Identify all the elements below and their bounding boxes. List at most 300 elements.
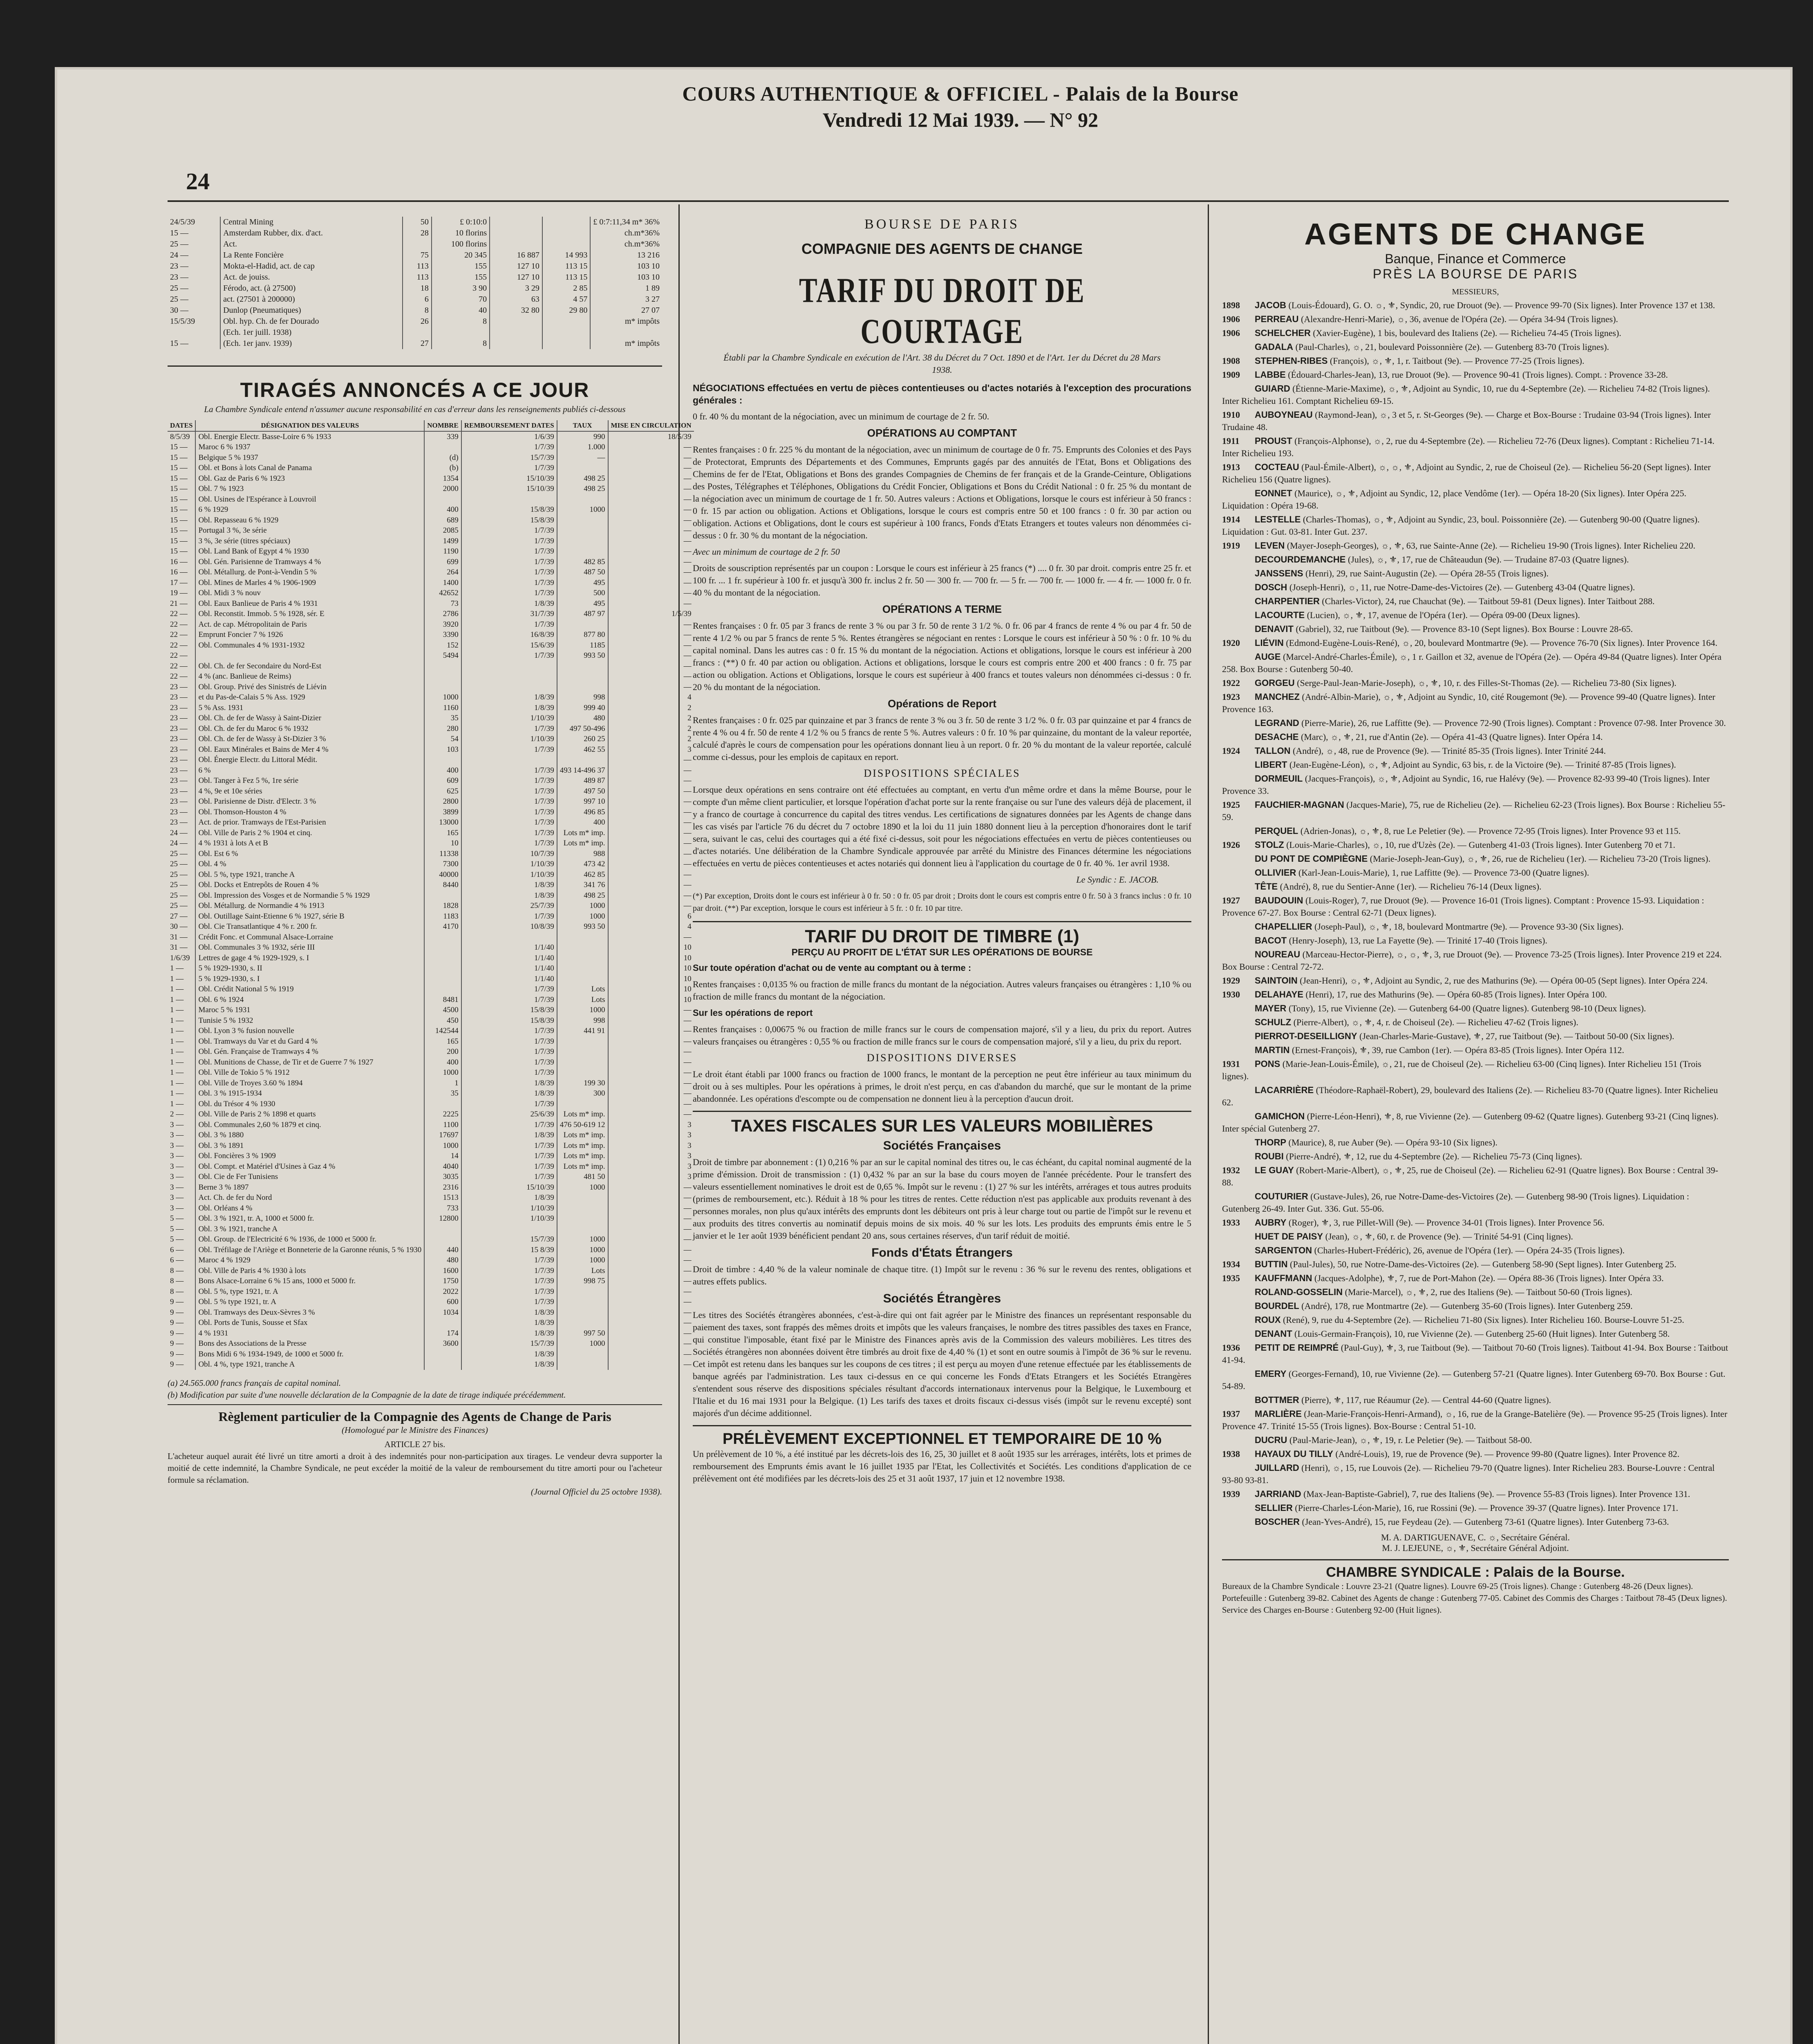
- agent-name: ROUBI: [1255, 1151, 1284, 1161]
- table-cell: 3 —: [170, 1120, 184, 1129]
- table-cell: —: [608, 1036, 694, 1047]
- agent-entry: [1222, 1488, 1729, 1500]
- table-cell: 2: [608, 713, 694, 724]
- table-cell: 103: [424, 744, 461, 755]
- table-cell: [557, 932, 608, 943]
- table-cell: 23 —: [170, 724, 188, 733]
- timbre-text1: Sur toute opération d'achat ou de vente au comptant ou à terme :: [693, 963, 971, 973]
- agent-entry: [1222, 839, 1729, 851]
- table-cell: Obl. du Trésor 4 % 1930: [195, 1099, 424, 1109]
- table-cell: 8: [432, 338, 490, 349]
- agent-name: SARGENTON: [1255, 1245, 1312, 1255]
- table-cell: 8440: [424, 880, 461, 890]
- table-cell: 8: [403, 305, 432, 316]
- table-cell: 113 15: [542, 272, 590, 283]
- agent-details: (Paul-Charles), ☼, 21, boulevard Poissonnière (2e). — Gutenberg 83-70 (Trois lignes).: [1295, 342, 1609, 352]
- agent-details: (Mayer-Joseph-Georges), ☼, ⚜, 63, rue Sainte-Anne (2e). — Richelieu 19-90 (Trois lignes). Inter Richelieu 220.: [1287, 540, 1696, 551]
- table-cell: 1/7/39: [461, 1036, 557, 1047]
- table-cell: 10/8/39: [461, 921, 557, 932]
- agent-entry: [1222, 554, 1729, 566]
- agent-details: (Georges-Fernand), 10, rue Vivienne (2e). — Gutenberg 57-21 (Quatre lignes). Inter Gutenberg 69-70. Box Bourse : Gut. 54-89.: [1222, 1369, 1726, 1391]
- agent-entry: [1222, 409, 1729, 433]
- table-row: [168, 1047, 694, 1057]
- table-row: [168, 775, 694, 786]
- agent-year: 1933: [1222, 1217, 1240, 1228]
- table-cell: Obl. Repasseau 6 % 1929: [195, 515, 424, 526]
- exception-notes: (*) Par exception, Droits dont le cours est inférieur à 0 fr. 50 : 0 fr. 05 par droit ; Droits dont le cours est compris entre 0 fr. 50 à 3 francs inclus : 0 fr. 10 par droit. (**) Par exception, lorsque le cours est inférieur à 5 fr. : 0 fr. 10 par titre.: [693, 892, 1191, 913]
- table-cell: 15 —: [170, 515, 188, 524]
- table-cell: 14: [424, 1151, 461, 1161]
- table-cell: 5 —: [170, 1224, 184, 1233]
- table-cell: 462 55: [557, 744, 608, 755]
- notes-rule: [168, 1401, 662, 1405]
- table-cell: 1000: [424, 1141, 461, 1151]
- agent-name: DESACHE: [1255, 732, 1299, 742]
- table-cell: 9 —: [170, 1360, 184, 1369]
- table-cell: Obl. Munitions de Chasse, de Tir et de Guerre 7 % 1927: [195, 1057, 424, 1068]
- terme-text: Rentes françaises : 0 fr. 05 par 3 francs de rente 3 % ou par 3 fr. 50 de rente 3 1/2 %. 0 fr. 06 par 4 francs de rente 4 % ou par 4 fr. 50 de rente 4 1/2 % ou par 5 francs de rente 5 %. Rentes étrangères se négociant en rentes : Lorsque le cours est inférieur à 50 % : 0 fr. 10 % du capital nominal. Dans les autres cas : 0 fr. 15 % du montant de la négociation. Actions et obligations, lorsque le cours est inférieur à 200 francs : (**) 0 fr. 40 par action ou obligation. Actions et obligations, lorsque le cours est compris entre 200 et 400 francs : 0 fr. 75 par action ou obligation. Actions et Obligations, lorsque le cours est supérieur à 400 francs et toutes valeurs non dénommées ci-dessus : 0 fr. 20 % du montant de la négociation.: [693, 621, 1191, 692]
- table-cell: —: [608, 765, 694, 776]
- table-cell: [542, 239, 590, 250]
- table-cell: 1750: [424, 1276, 461, 1286]
- agent-year: 1913: [1222, 462, 1240, 472]
- table-row: [168, 995, 694, 1005]
- table-cell: 3 —: [170, 1141, 184, 1150]
- table-cell: 42652: [424, 588, 461, 598]
- agent-entry: [1222, 1516, 1729, 1528]
- table-row: [168, 1182, 694, 1193]
- table-cell: 625: [424, 786, 461, 797]
- table-cell: 4040: [424, 1161, 461, 1172]
- table-cell: (Ech. 1er janv. 1939): [220, 338, 403, 349]
- table-cell: 29 80: [542, 305, 590, 316]
- chambre-rule: [1222, 1559, 1729, 1560]
- table-cell: Obl. Land Bank of Egypt 4 % 1930: [195, 546, 424, 557]
- table-cell: 1/8/39: [461, 1088, 557, 1099]
- table-cell: —: [608, 1328, 694, 1339]
- agent-year: 1926: [1222, 840, 1240, 850]
- table-cell: 2800: [424, 796, 461, 807]
- table-cell: —: [608, 1255, 694, 1266]
- table-cell: 9 —: [170, 1349, 184, 1358]
- secretary-adjoint: M. J. LEJEUNE, ☼, ⚜, Secrétaire Général Adjoint.: [1382, 1543, 1569, 1553]
- agent-entry: [1222, 299, 1729, 312]
- table-cell: —: [608, 828, 694, 838]
- table-cell: —: [608, 932, 694, 943]
- table-cell: 1000: [557, 1255, 608, 1266]
- table-cell: Obl. Métallurg. de Normandie 4 % 1913: [195, 901, 424, 911]
- agent-details: (Charles-Thomas), ☼, ⚜, Adjoint au Syndic, 23, boul. Poissonnière (2e). — Gutenberg 90-00 (Quatre lignes). Liquidation : Gut. 03-81. Inter Gut. 237.: [1222, 514, 1700, 537]
- table-cell: [461, 661, 557, 672]
- table-cell: 1190: [424, 546, 461, 557]
- agent-details: (Jean-Charles-Marie-Gustave), ⚜, 27, rue Taitbout (9e). — Taitbout 50-00 (Six lignes).: [1359, 1031, 1674, 1041]
- agent-details: (François), ☼, ⚜, 1, r. Taitbout (9e). — Provence 77-25 (Trois lignes).: [1330, 356, 1585, 366]
- table-cell: act. (27501 à 200000): [220, 294, 403, 305]
- table-cell: —: [608, 1047, 694, 1057]
- agent-details: (Jean-Henri), ☼, ⚜, Adjoint au Syndic, 2, rue des Mathurins (9e). — Opéra 00-05 (Sept lignes). Inter Opéra 224.: [1300, 975, 1708, 986]
- agent-entry: [1222, 935, 1729, 947]
- agent-name: LIÉVIN: [1255, 638, 1284, 648]
- table-cell: Obl. Tramways du Var et du Gard 4 %: [195, 1036, 424, 1047]
- agent-name: COCTEAU: [1255, 462, 1299, 472]
- agent-details: (Serge-Paul-Jean-Marie-Joseph), ☼, ⚜, 10, r. des Filles-St-Thomas (2e). — Richelieu 73-80 (Six lignes).: [1297, 678, 1676, 688]
- column-rule-right: [1208, 204, 1209, 2044]
- table-cell: 4: [608, 692, 694, 703]
- table-cell: 165: [424, 828, 461, 838]
- agent-year: 1906: [1222, 314, 1240, 324]
- table-cell: —: [608, 640, 694, 651]
- table-cell: 1/8/39: [461, 1349, 557, 1360]
- table-cell: 2 85: [542, 283, 590, 294]
- table-row: [168, 1078, 694, 1089]
- table-cell: 1/7/39: [461, 619, 557, 630]
- table-cell: [461, 682, 557, 693]
- agents-subtitle2: PRÈS LA BOURSE DE PARIS: [1372, 267, 1578, 281]
- table-cell: 23 —: [170, 787, 188, 796]
- table-cell: 15 —: [170, 229, 188, 238]
- table-cell: —: [608, 1245, 694, 1255]
- table-cell: Obl. 3 % 1880: [195, 1130, 424, 1141]
- table-row: [168, 1307, 694, 1318]
- table-cell: Obl. 5 %, type 1921, tranche A: [195, 870, 424, 880]
- table-cell: 1160: [424, 703, 461, 713]
- table-cell: Obl. Tanger à Fez 5 %, 1re série: [195, 775, 424, 786]
- agent-details: (Jacques-Adolphe), ⚜, 7, rue de Port-Mahon (2e). — Opéra 88-36 (Trois lignes). Inter Opéra 33.: [1314, 1273, 1664, 1283]
- table-row: [168, 765, 694, 776]
- table-cell: [557, 1203, 608, 1214]
- table-cell: —: [608, 661, 694, 672]
- table-cell: Obl. Ch. de fer de Wassy à Saint-Dizier: [195, 713, 424, 724]
- table-cell: 400: [557, 817, 608, 828]
- table-cell: 16/8/39: [461, 630, 557, 640]
- table-row: [168, 272, 662, 283]
- agent-details: (Lucien), ☼, ⚜, 17, avenue de l'Opéra (1er). — Opéra 09-00 (Deux lignes).: [1307, 610, 1580, 620]
- agent-name: JACOB: [1255, 300, 1287, 310]
- table-cell: 17 —: [170, 578, 188, 587]
- table-cell: 1/1/40: [461, 942, 557, 953]
- middle-column: [693, 217, 1191, 2044]
- table-cell: —: [608, 1234, 694, 1245]
- table-row: [168, 250, 662, 261]
- table-cell: 15/10/39: [461, 484, 557, 494]
- table-cell: 1/7/39: [461, 1120, 557, 1130]
- agent-details: (Jean-Eugène-Léon), ☼, ⚜, Adjoint au Syndic, 63 bis, r. de la Victoire (9e). — Trinité 87-85 (Trois lignes).: [1289, 760, 1676, 770]
- table-cell: 22 —: [170, 672, 188, 681]
- table-cell: 441 91: [557, 1026, 608, 1036]
- table-cell: —: [608, 901, 694, 911]
- agent-entry: [1222, 487, 1729, 512]
- table-cell: Obl. Gén. Française de Tramways 4 %: [195, 1047, 424, 1057]
- agent-entry: [1222, 1084, 1729, 1109]
- table-cell: [424, 1224, 461, 1235]
- table-cell: 1/8/39: [461, 880, 557, 890]
- prelev-rule: [693, 1425, 1191, 1426]
- agent-details: (Paul-Émile-Albert), ☼, ☼, ⚜, Adjoint au Syndic, 2, rue de Choiseul (2e). — Richelieu 56-20 (Sept lignes). Inter Richelieu 156 (Quatre lignes).: [1222, 462, 1711, 484]
- agent-entry: [1222, 1502, 1729, 1514]
- table-cell: 10: [608, 984, 694, 995]
- table-cell: —: [608, 1276, 694, 1286]
- table-cell: Obl. Ville de Paris 2 % 1904 et cinq.: [195, 828, 424, 838]
- table-cell: 600: [424, 1297, 461, 1307]
- table-cell: 1/7/39: [461, 817, 557, 828]
- table-row: [168, 661, 694, 672]
- agent-name: FAUCHIER-MAGNAN: [1255, 800, 1344, 810]
- table-cell: —: [608, 880, 694, 890]
- agent-name: STEPHEN-RIBES: [1255, 356, 1328, 366]
- agent-name: OLLIVIER: [1255, 867, 1296, 878]
- table-cell: 1 —: [170, 1058, 184, 1067]
- table-cell: —: [608, 1099, 694, 1109]
- table-cell: 997 50: [557, 1328, 608, 1339]
- agent-name: DUCRU: [1255, 1435, 1287, 1445]
- table-cell: Obl. Gén. Parisienne de Tramways 4 %: [195, 557, 424, 567]
- agent-entry: [1222, 921, 1729, 933]
- table-cell: 23 —: [170, 745, 188, 754]
- table-cell: 5 % 1929-1930, s. II: [195, 963, 424, 974]
- table-cell: [168, 327, 220, 338]
- bourse-label: BOURSE DE PARIS: [864, 217, 1020, 232]
- agent-entry: [1222, 567, 1729, 580]
- table-cell: 1 —: [170, 974, 184, 983]
- table-cell: 10: [424, 838, 461, 849]
- agent-entry: [1222, 1110, 1729, 1135]
- table-cell: 3: [608, 1161, 694, 1172]
- table-cell: 1/1/40: [461, 963, 557, 974]
- agent-entry: [1222, 581, 1729, 594]
- table-cell: 3390: [424, 630, 461, 640]
- agent-year: 1937: [1222, 1409, 1240, 1419]
- table-row: [168, 807, 694, 818]
- agent-entry: [1222, 1368, 1729, 1392]
- table-cell: Obl. 5 %, type 1921, tr. A: [195, 1286, 424, 1297]
- table-header-cell: DATES: [168, 420, 195, 431]
- table-cell: 1/8/39: [461, 703, 557, 713]
- table-cell: Obl. Lyon 3 % fusion nouvelle: [195, 1026, 424, 1036]
- table-cell: 25 —: [170, 881, 188, 889]
- table-cell: 1/7/39: [461, 807, 557, 818]
- timbre-sub: PERÇU AU PROFIT DE L'ÉTAT SUR LES OPÉRATIONS DE BOURSE: [791, 947, 1093, 957]
- agent-details: (François-Alphonse), ☼, 2, rue du 4-Septembre (2e). — Richelieu 72-76 (Deux lignes). Comptant : Richelieu 71-14. Inter Richelieu 193.: [1222, 436, 1715, 458]
- table-cell: —: [608, 807, 694, 818]
- tarif-courtage-sub: Établi par la Chambre Syndicale en exécution de l'Art. 38 du Décret du 7 Oct. 1890 et de l'Art. 1er du Décret du 28 Mars 1938.: [723, 352, 1161, 375]
- soc-etr-title: Sociétés Étrangères: [883, 1292, 1001, 1305]
- table-cell: —: [608, 838, 694, 849]
- agent-details: (Marc), ☼, ⚜, 21, rue d'Antin (2e). — Opéra 41-43 (Quatre lignes). Inter Opéra 14.: [1301, 732, 1603, 742]
- table-cell: Act. de jouiss.: [220, 272, 403, 283]
- table-cell: 10: [608, 974, 694, 984]
- table-row: [168, 650, 694, 661]
- table-cell: 4170: [424, 921, 461, 932]
- table-cell: 35: [424, 1088, 461, 1099]
- table-cell: 4 % (anc. Banlieue de Reims): [195, 671, 424, 682]
- agent-details: (André-Louis), 19, rue de Provence (9e). — Provence 99-80 (Quatre lignes). Inter Provence 82.: [1335, 1449, 1680, 1459]
- table-row: [168, 1234, 694, 1245]
- table-cell: 6 %: [195, 765, 424, 776]
- agent-name: GUIARD: [1255, 383, 1290, 394]
- table-cell: 1/8/39: [461, 598, 557, 609]
- agent-details: (Adrien-Jonas), ☼, ⚜, 8, rue Le Peletier (9e). — Provence 72-95 (Trois lignes). Inter Provence 93 et 115.: [1300, 826, 1681, 836]
- table-cell: Obl. Group. de l'Electricité 6 % 1936, de 1000 et 5000 fr.: [195, 1234, 424, 1245]
- table-cell: 1/7/39: [461, 588, 557, 598]
- table-cell: 199 30: [557, 1078, 608, 1089]
- agent-year: 1910: [1222, 410, 1240, 420]
- agent-name: SCHELCHER: [1255, 328, 1311, 338]
- table-row: [168, 1359, 694, 1370]
- agent-entry: [1222, 327, 1729, 339]
- table-cell: 1/8/39: [461, 1328, 557, 1339]
- table-row: [168, 1213, 694, 1224]
- table-cell: —: [608, 598, 694, 609]
- table-cell: m* impôts: [590, 316, 662, 327]
- agent-details: (Charles-Hubert-Frédéric), 26, avenue de l'Opéra (1er). — Opéra 24-35 (Trois lignes).: [1314, 1245, 1625, 1255]
- table-cell: 70: [432, 294, 490, 305]
- agent-name: JUILLARD: [1255, 1463, 1299, 1473]
- agent-year: 1919: [1222, 540, 1240, 551]
- table-cell: [557, 463, 608, 473]
- table-cell: Obl. Docks et Entrepôts de Rouen 4 %: [195, 880, 424, 890]
- table-cell: 1/7/39: [461, 1141, 557, 1151]
- table-cell: 300: [557, 1088, 608, 1099]
- agent-entry: [1222, 799, 1729, 823]
- chambre-text: Bureaux de la Chambre Syndicale : Louvre 23-21 (Quatre lignes). Louvre 69-25 (Trois lignes). Change : Gutenberg 48-26 (Deux lignes). Portefeuille : Gutenberg 39-82. Cabinet des Agents de change : Gutenberg 77-05. Cabinet des Commis des Charges : Taitbout 78-45 (Deux lignes). Service des Charges en-Bourse : Gutenberg 92-00 (Huit lignes).: [1222, 1581, 1727, 1615]
- table-cell: Lots m* imp.: [557, 1161, 608, 1172]
- agent-entry: [1222, 383, 1729, 407]
- table-cell: 15/5/39: [170, 317, 195, 326]
- table-cell: —: [608, 1266, 694, 1276]
- taxes-rule: [693, 1111, 1191, 1112]
- agent-details: (Pierre-Marie), 26, rue Laffitte (9e). — Provence 72-90 (Trois lignes). Comptant : Provence 07-98. Inter Provence 30.: [1301, 718, 1726, 728]
- table-cell: 15 —: [170, 474, 188, 483]
- page-header: [674, 82, 1247, 132]
- table-row: [168, 442, 694, 453]
- table-row: [168, 1349, 694, 1360]
- agent-name: JARRIAND: [1255, 1489, 1301, 1499]
- table-row: [168, 1172, 694, 1182]
- table-cell: [557, 536, 608, 547]
- agent-name: COUTURIER: [1255, 1191, 1308, 1201]
- table-row: [168, 504, 694, 515]
- table-cell: [424, 682, 461, 693]
- table-cell: 1/1/40: [461, 953, 557, 964]
- table-cell: —: [608, 650, 694, 661]
- agent-entry: [1222, 313, 1729, 325]
- table-cell: [557, 494, 608, 505]
- table-cell: 15 —: [170, 453, 188, 462]
- table-cell: [461, 671, 557, 682]
- table-row: [168, 1120, 694, 1130]
- table-cell: 1/8/39: [461, 1307, 557, 1318]
- table-cell: Obl. Communales 2,60 % 1879 et cinq.: [195, 1120, 424, 1130]
- agent-year: 1924: [1222, 746, 1240, 756]
- table-cell: 15 —: [170, 526, 188, 535]
- agent-name: CHAPELLIER: [1255, 921, 1312, 932]
- table-cell: 2000: [424, 484, 461, 494]
- table-cell: 23 —: [170, 693, 188, 702]
- table-cell: Obl. Cie de Fer Tunisiens: [195, 1172, 424, 1182]
- table-cell: 1/7/39: [461, 567, 557, 578]
- table-cell: 1/7/39: [461, 650, 557, 661]
- agent-details: (André-Albin-Marie), ☼, ⚜, Adjoint au Syndic, 10, cité Rougemont (9e). — Provence 99-40 (Quatre lignes). Inter Provence 163.: [1222, 692, 1715, 714]
- table-cell: —: [608, 525, 694, 536]
- table-cell: [424, 1349, 461, 1360]
- table-cell: —: [608, 1015, 694, 1026]
- table-cell: 127 10: [490, 261, 542, 272]
- table-cell: [557, 1318, 608, 1328]
- table-cell: 1 89: [590, 283, 662, 294]
- table-cell: —: [608, 817, 694, 828]
- table-cell: 23 —: [170, 273, 188, 282]
- table-cell: 498 25: [557, 484, 608, 494]
- table-cell: Lots m* imp.: [557, 1151, 608, 1161]
- agent-details: (Louis-Roger), 7, rue Drouot (9e). — Provence 16-01 (Trois lignes). Comptant : Provence 15-93. Liquidation : Provence 67-27. Box Bourse : Central 62-71 (Deux lignes).: [1222, 895, 1704, 918]
- table-cell: —: [608, 1286, 694, 1297]
- table-cell: [424, 671, 461, 682]
- table-cell: 15/10/39: [461, 1182, 557, 1193]
- table-cell: —: [608, 567, 694, 578]
- table-row: [168, 1224, 694, 1235]
- agent-name: HUET DE PAISY: [1255, 1231, 1323, 1242]
- table-cell: 341 76: [557, 880, 608, 890]
- table-cell: 1/7/39: [461, 1151, 557, 1161]
- table-cell: [424, 953, 461, 964]
- table-cell: [424, 442, 461, 453]
- table-cell: 1000: [557, 1338, 608, 1349]
- table-cell: Act.: [220, 239, 403, 250]
- table-row: [168, 786, 694, 797]
- diverses-title: DISPOSITIONS DIVERSES: [866, 1052, 1018, 1064]
- agent-name: BOTTMER: [1255, 1395, 1299, 1405]
- table-row: [168, 217, 662, 228]
- table-cell: 8481: [424, 995, 461, 1005]
- agent-year: 1934: [1222, 1259, 1240, 1269]
- table-cell: 25 —: [170, 295, 188, 304]
- table-cell: 10/7/39: [461, 849, 557, 859]
- agent-entry: [1222, 1328, 1729, 1340]
- table-cell: [490, 316, 542, 327]
- timbre-text2: Rentes françaises : 0,0135 % ou fraction de mille francs du montant de la négociation. Autres valeurs françaises ou étrangères : 1,10 % ou fraction de mille francs du montant de la négociation.: [693, 979, 1191, 1002]
- table-cell: [490, 239, 542, 250]
- table-cell: 1354: [424, 473, 461, 484]
- table-cell: 24/5/39: [170, 217, 195, 226]
- agent-entry: [1222, 881, 1729, 893]
- table-cell: 1/7/39: [461, 828, 557, 838]
- table-cell: 1000: [424, 1067, 461, 1078]
- agent-entry: [1222, 1342, 1729, 1366]
- agent-entry: [1222, 975, 1729, 987]
- table-cell: [461, 494, 557, 505]
- table-cell: 15 —: [170, 339, 188, 348]
- table-cell: 609: [424, 775, 461, 786]
- table-cell: 25 —: [170, 860, 188, 868]
- table-cell: 3: [608, 1172, 694, 1182]
- table-cell: 155: [432, 272, 490, 283]
- table-row: [168, 598, 694, 609]
- table-cell: [557, 974, 608, 984]
- table-cell: —: [608, 786, 694, 797]
- agent-details: (André), 8, rue du Sentier-Anne (1er). — Richelieu 76-14 (Deux lignes).: [1280, 881, 1542, 892]
- table-cell: 25 —: [170, 240, 188, 249]
- table-cell: 1000: [557, 1234, 608, 1245]
- table-cell: 990: [557, 431, 608, 442]
- table-cell: 23 —: [170, 714, 188, 722]
- table-cell: 23 —: [170, 735, 188, 743]
- table-cell: [424, 494, 461, 505]
- table-cell: [557, 661, 608, 672]
- table-cell: 2: [608, 724, 694, 734]
- table-cell: 1/7/39: [461, 1255, 557, 1266]
- agent-name: AUBRY: [1255, 1217, 1287, 1228]
- table-cell: —: [608, 890, 694, 901]
